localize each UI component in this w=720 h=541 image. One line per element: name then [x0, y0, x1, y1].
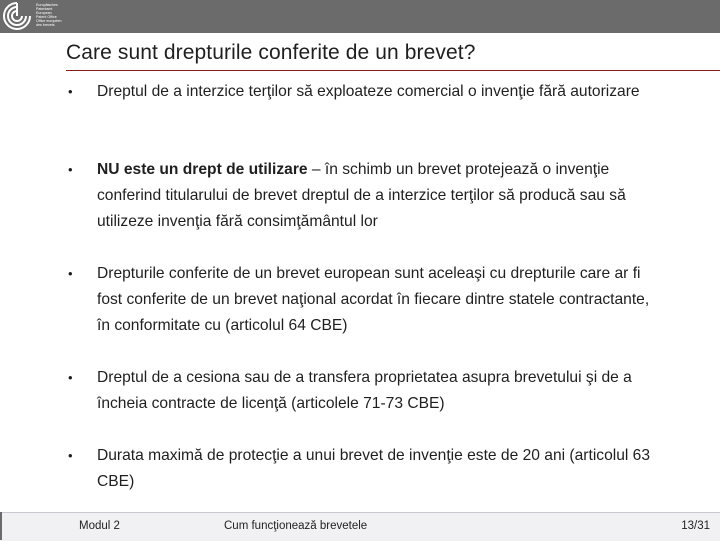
epo-logo-icon — [2, 1, 32, 31]
bullet-marker: • — [68, 84, 73, 99]
logo-line: Office européen — [36, 19, 62, 24]
title-divider — [66, 70, 720, 71]
bullet-marker: • — [68, 448, 73, 463]
logo-line: Patent Office — [36, 15, 57, 20]
bullet-text: Dreptul de a cesiona sau de a transfera proprietatea asupra brevetului şi de a încheia contracte de licenţă (articolele 71-73 CBE) — [97, 369, 632, 412]
bullet-text: Durata maximă de protecţie a unui brevet de invenţie este de 20 ani (articolul 63 CBE) — [97, 447, 651, 490]
bullet-text: – în schimb un brevet protejează o invenţie conferind titularului de brevet dreptul de a interzice terţilor să producă sau să utilizeze invenţia fără consimţământul lor — [97, 161, 626, 230]
logo-line: European — [36, 11, 52, 16]
footer-module: Modul 2 — [79, 520, 120, 532]
epo-logo-text — [36, 3, 76, 28]
slide-title: Care sunt drepturile conferite de un brevet? — [66, 41, 476, 64]
bullet-list — [66, 79, 666, 495]
page-number: 13/31 — [681, 520, 710, 532]
bullet-text: Dreptul de a interzice terţilor să exploateze comercial o invenţie fără autorizare — [97, 83, 640, 100]
header-bar — [0, 0, 720, 33]
bullet-item — [66, 157, 666, 261]
logo-line: Europäisches — [36, 3, 58, 7]
bullet-item — [66, 261, 666, 365]
logo-line: des brevets — [36, 23, 55, 28]
bullet-marker: • — [68, 162, 73, 177]
logo-line: Patentamt — [36, 7, 53, 12]
bullet-text: Drepturile conferite de un brevet european sunt aceleaşi cu drepturile care ar fi fost conferite de un brevet naţional acordat în fiecare dintre statele contractante, în conformitate cu (articolul 64 CBE) — [97, 265, 650, 334]
footer-topic: Cum funcţionează brevetele — [224, 520, 368, 532]
bullet-item — [66, 443, 666, 495]
bullet-item — [66, 365, 666, 443]
footer-left-rule — [0, 512, 2, 540]
bullet-bold-text: NU este un drept de utilizare — [97, 161, 308, 178]
bullet-marker: • — [68, 266, 73, 281]
bullet-item — [66, 79, 666, 157]
bullet-marker: • — [68, 370, 73, 385]
